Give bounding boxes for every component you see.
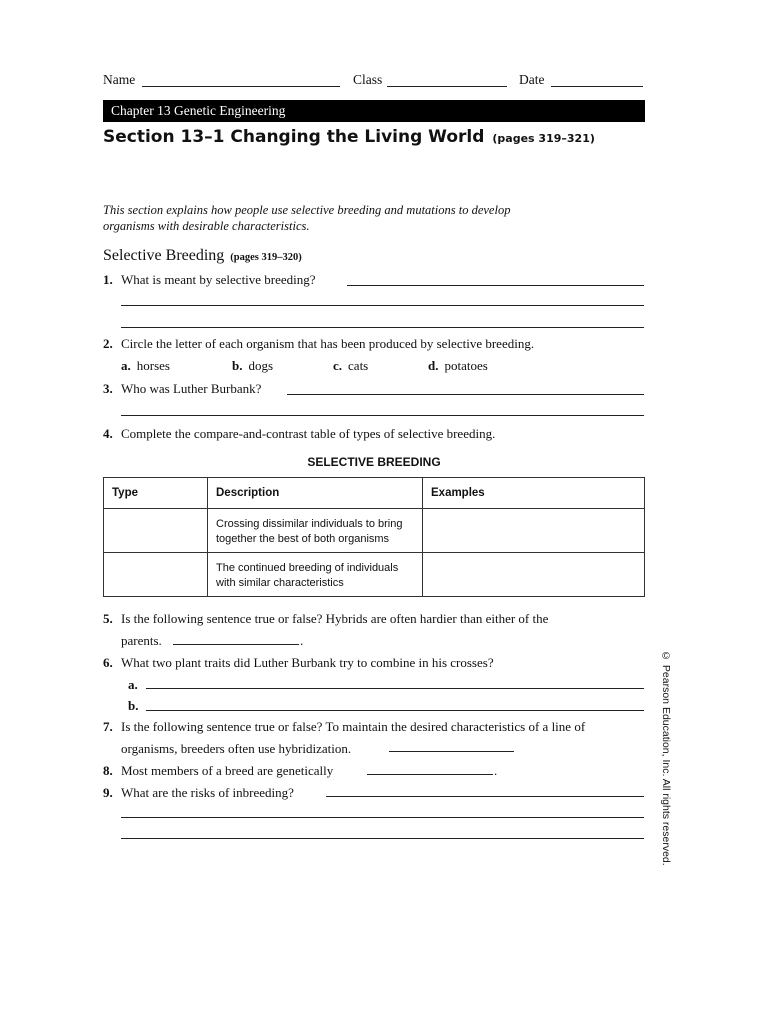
question-text: Is the following sentence true or false? Hybrids are often hardier than either of the [121, 611, 549, 626]
question-8 [103, 763, 333, 779]
choice-a[interactable] [121, 358, 170, 374]
choice-text: dogs [248, 358, 274, 373]
question-6 [103, 655, 494, 671]
question-text: Circle the letter of each organism that has been produced by selective breeding. [121, 336, 535, 351]
answer-line-6b[interactable] [146, 710, 644, 711]
date-field[interactable] [551, 86, 643, 87]
section-pages: (pages 319–321) [492, 132, 595, 145]
question-3 [103, 381, 261, 397]
answer-line-9b[interactable] [121, 817, 644, 818]
question-text: Is the following sentence true or false? To maintain the desired characteristics of a line of [121, 719, 586, 734]
question-text: Most members of a breed are genetically [121, 763, 334, 778]
question-9 [103, 785, 294, 801]
table-row [104, 553, 645, 597]
question-text: Who was Luther Burbank? [121, 381, 262, 396]
date-label: Date [519, 72, 545, 87]
question-5 [103, 611, 548, 627]
column-header-examples: Examples [423, 478, 645, 509]
examples-cell[interactable] [423, 509, 645, 553]
type-cell[interactable] [104, 553, 208, 597]
answer-line-1b[interactable] [121, 305, 644, 306]
question-4 [103, 426, 495, 442]
class-field[interactable] [387, 86, 507, 87]
column-header-type: Type [104, 478, 208, 509]
answer-label-b: b. [128, 698, 139, 713]
question-2 [103, 336, 534, 352]
question-7 [103, 719, 585, 735]
column-header-description: Description [208, 478, 423, 509]
answer-line-5[interactable] [173, 644, 299, 645]
answer-line-9c[interactable] [121, 838, 644, 839]
subsection-title [103, 247, 302, 265]
selective-breeding-table [103, 477, 645, 597]
answer-line-9a[interactable] [326, 796, 644, 797]
chapter-bar: Chapter 13 Genetic Engineering [103, 100, 645, 122]
table-row [104, 509, 645, 553]
examples-cell[interactable] [423, 553, 645, 597]
question-number: 9. [103, 785, 113, 800]
answer-label-a: a. [128, 677, 138, 692]
choice-letter: a. [121, 358, 131, 373]
choice-letter: d. [428, 358, 439, 373]
answer-line-6a[interactable] [146, 688, 644, 689]
name-field[interactable] [142, 86, 340, 87]
question-number: 5. [103, 611, 113, 626]
choice-text: cats [348, 358, 369, 373]
copyright-notice: © Pearson Education, Inc. All rights reserved. [660, 650, 672, 866]
description-cell: The continued breeding of individuals with similar characteristics [208, 553, 423, 597]
period: . [494, 763, 498, 778]
question-7-line2: organisms, breeders often use hybridization. [121, 741, 352, 756]
table-title: SELECTIVE BREEDING [307, 455, 441, 469]
question-text: Complete the compare-and-contrast table of types of selective breeding. [121, 426, 496, 441]
period: . [300, 633, 304, 648]
choice-c[interactable] [333, 358, 368, 374]
question-number: 6. [103, 655, 113, 670]
choice-text: horses [136, 358, 170, 373]
choice-d[interactable] [428, 358, 488, 374]
section-title [103, 127, 595, 147]
question-number: 8. [103, 763, 113, 778]
name-label: Name [103, 72, 136, 87]
choice-letter: c. [333, 358, 343, 373]
question-number: 7. [103, 719, 113, 734]
answer-line-3a[interactable] [287, 394, 644, 395]
answer-line-7[interactable] [389, 751, 514, 752]
answer-line-8[interactable] [367, 774, 493, 775]
answer-line-1c[interactable] [121, 327, 644, 328]
choice-b[interactable] [232, 358, 273, 374]
choice-letter: b. [232, 358, 243, 373]
question-number: 1. [103, 272, 113, 287]
intro-text: This section explains how people use selective breeding and mutations to develop organisms with desirable characteristics. [103, 203, 511, 233]
choice-text: potatoes [444, 358, 488, 373]
question-number: 4. [103, 426, 113, 441]
question-5-line2: parents. [121, 633, 162, 648]
type-cell[interactable] [104, 509, 208, 553]
question-number: 3. [103, 381, 113, 396]
question-text: What two plant traits did Luther Burbank try to combine in his crosses? [121, 655, 494, 670]
question-text: What is meant by selective breeding? [121, 272, 316, 287]
question-1 [103, 272, 316, 288]
answer-line-1a[interactable] [347, 285, 644, 286]
subsection-title-text: Selective Breeding [103, 247, 225, 264]
table-header-row [104, 478, 645, 509]
section-title-text: Section 13–1 Changing the Living World [103, 127, 485, 147]
question-number: 2. [103, 336, 113, 351]
description-cell: Crossing dissimilar individuals to bring together the best of both organisms [208, 509, 423, 553]
question-text: What are the risks of inbreeding? [121, 785, 294, 800]
answer-line-3b[interactable] [121, 415, 644, 416]
subsection-pages: (pages 319–320) [230, 252, 302, 263]
class-label: Class [353, 72, 383, 87]
